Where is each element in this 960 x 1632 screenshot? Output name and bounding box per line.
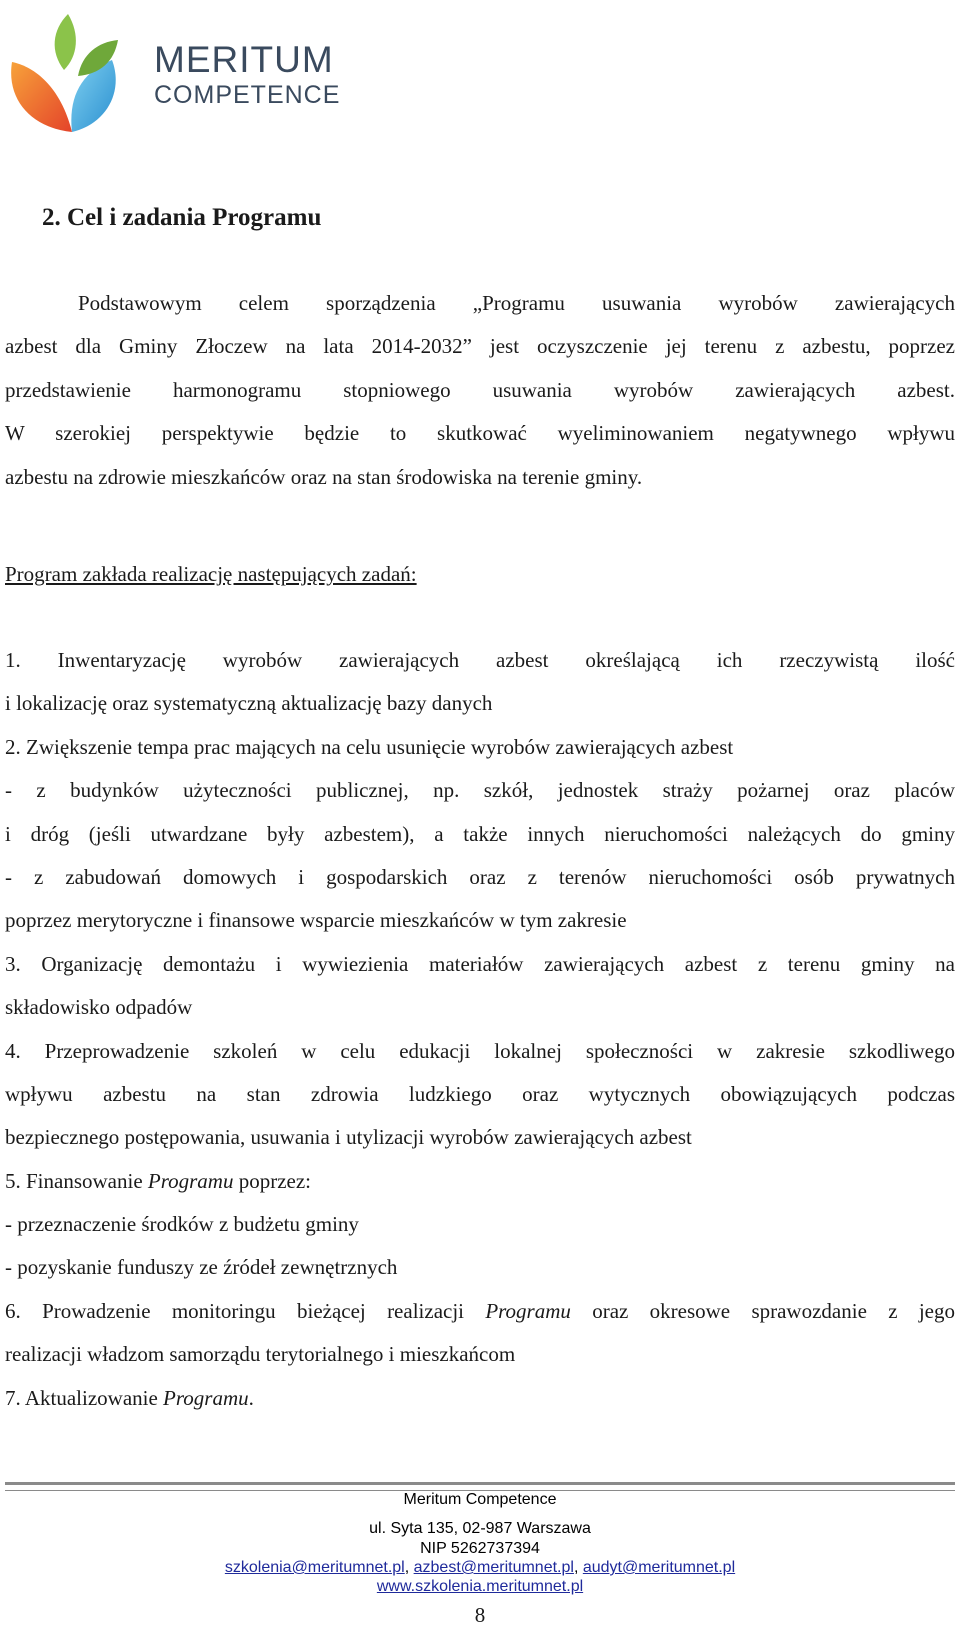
website-link[interactable]: www.szkolenia.meritumnet.pl [376,1578,584,1595]
logo-line-2: COMPETENCE [154,81,341,109]
task-7-line: 7. Aktualizowanie Programu. [5,1385,254,1410]
task-5-line: 5. Finansowanie Programu poprzez: [5,1168,312,1193]
intro-line: przedstawienie harmonogramu stopniowego usuwania wyrobów zawierających azbest. [5,377,955,402]
tasks-list [5,639,955,1420]
page-number: 8 [474,1603,486,1627]
task-line: 1. Inwentaryzację wyrobów zawierających azbest określającą ich rzeczywistą ilość [5,648,955,672]
intro-line: Podstawowym celem sporządzenia „Programu usuwania wyrobów zawierających [78,291,955,315]
logo-line-1: MERITUM [154,39,334,80]
footer-divider [5,1482,955,1491]
footer-nip: NIP 5262737394 [420,1540,540,1557]
intro-line: azbestu na zdrowie mieszkańców oraz na stan środowiska na terenie gminy. [5,464,643,489]
task-line: i lokalizację oraz systematyczną aktualizację bazy danych [5,691,493,716]
intro-paragraph [5,282,955,499]
task-line: - z zabudowań domowych i gospodarskich oraz z terenów nieruchomości osób prywatnych [5,864,955,889]
email-link-szkolenia[interactable]: szkolenia@meritumnet.pl [224,1559,405,1576]
intro-line: azbest dla Gminy Złoczew na lata 2014-2032” jest oczyszczenie jej terenu z azbestu, poprzez [5,334,955,359]
logo-mark-icon [2,0,142,140]
company-logo [2,0,341,142]
footer-emails: szkolenia@meritumnet.pl, azbest@meritumnet.pl, audyt@meritumnet.pl [224,1559,736,1576]
task-line: 2. Zwiększenie tempa prac mających na celu usunięcie wyrobów zawierających azbest [5,734,734,759]
task-line: 4. Przeprowadzenie szkoleń w celu edukacji lokalnej społeczności w zakresie szkodliwego [5,1038,955,1063]
task-line: 3. Organizację demontażu i wywiezienia materiałów zawierających azbest z terenu gminy na [5,951,955,976]
email-link-azbest[interactable]: azbest@meritumnet.pl [413,1559,574,1576]
task-line: i dróg (jeśli utwardzane były azbestem), a także innych nieruchomości należących do gminy [5,821,955,846]
task-line: wpływu azbestu na stan zdrowia ludzkiego oraz wytycznych obowiązujących podczas [5,1081,955,1106]
task-5-item: - pozyskanie funduszy ze źródeł zewnętrznych [5,1255,398,1280]
task-line: poprzez merytoryczne i finansowe wsparcie mieszkańców w tym zakresie [5,908,627,933]
task-line: składowisko odpadów [5,995,193,1020]
task-6-line-2: realizacji władzom samorządu terytorialnego i mieszkańcom [5,1342,516,1367]
task-5-item: - przeznaczenie środków z budżetu gminy [5,1212,359,1237]
intro-line: W szerokiej perspektywie będzie to skutkować wyeliminowaniem negatywnego wpływu [5,421,955,446]
footer-company: Meritum Competence [403,1491,557,1508]
tasks-title: Program zakłada realizację następujących zadań: [5,562,417,586]
footer-address: ul. Syta 135, 02-987 Warszawa [369,1520,591,1537]
task-6-line: 6. Prowadzenie monitoringu bieżącej realizacji Programu oraz okresowe sprawozdanie z jego [5,1298,955,1323]
section-heading: 2. Cel i zadania Programu [42,204,322,231]
task-line: bezpiecznego postępowania, usuwania i utylizacji wyrobów zawierających azbest [5,1125,692,1150]
task-line: - z budynków użyteczności publicznej, np. szkół, jednostek straży pożarnej oraz placów [5,778,955,803]
email-link-audyt[interactable]: audyt@meritumnet.pl [582,1559,736,1576]
